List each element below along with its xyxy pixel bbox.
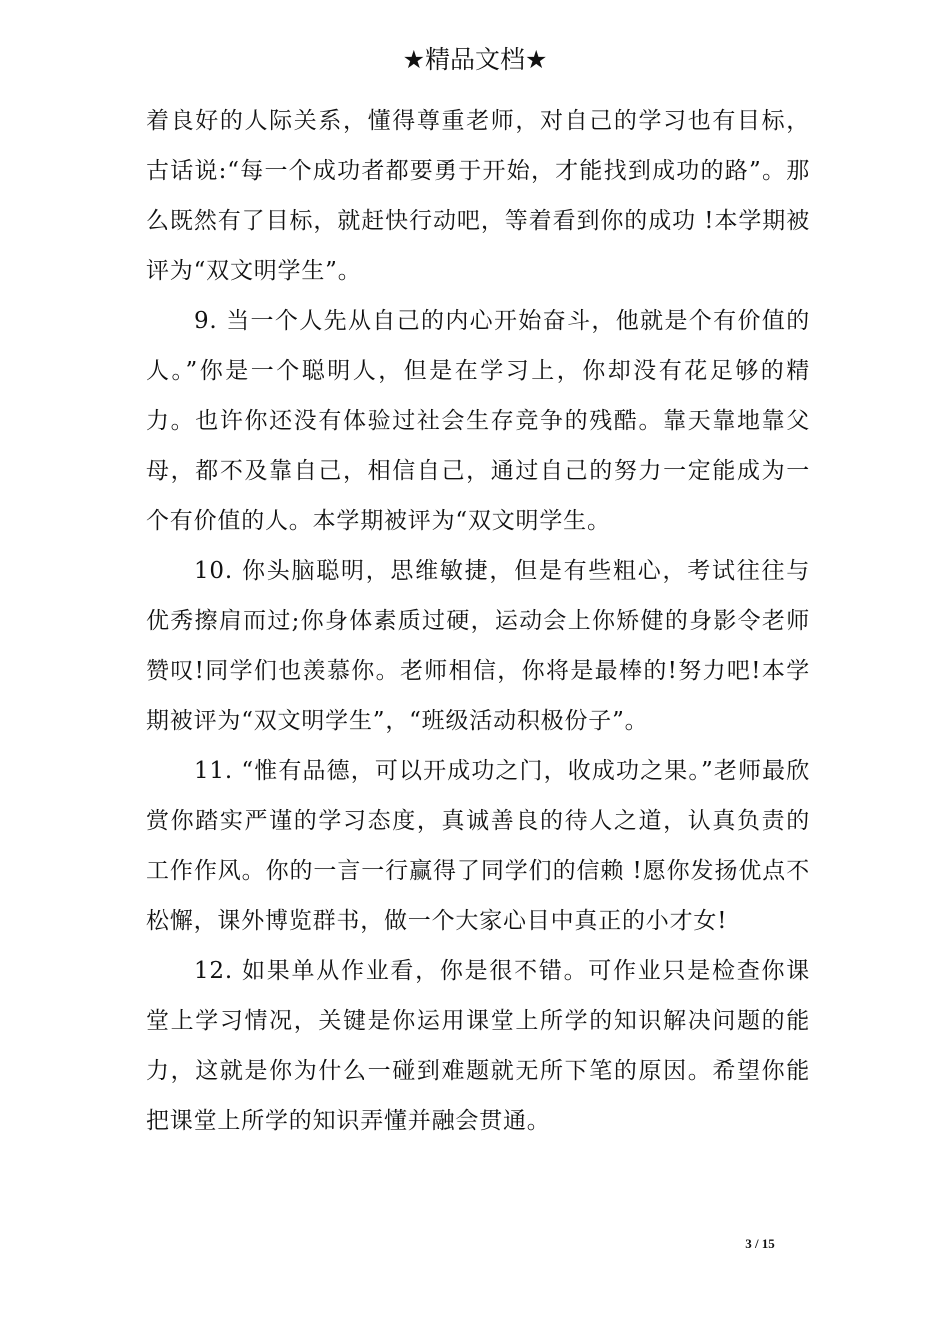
paragraph-11: 11. “惟有品德，可以开成功之门，收成功之果。”老师最欣赏你踏实严谨的学习态度，真诚善良的待人之道，认真负责的工作作风。你的一言一行赢得了同学们的信赖 !愿你发扬优点不松懈，课外博览群书，做一个大家心目中真正的小才女!	[146, 758, 810, 934]
paragraph-10: 10. 你头脑聪明，思维敏捷，但是有些粗心，考试往往与优秀擦肩而过;你身体素质过硬，运动会上你矫健的身影令老师赞叹!同学们也羡慕你。老师相信，你将是最棒的!努力吧!本学期被评为“双文明学生”，“班级活动积极份子”。	[146, 558, 810, 734]
paragraph-9: 9. 当一个人先从自己的内心开始奋斗，他就是个有价值的人。”你是一个聪明人，但是在学习上，你却没有花足够的精力。也许你还没有体验过社会生存竞争的残酷。靠天靠地靠父母，都不及靠自己，相信自己，通过自己的努力一定能成为一个有价值的人。本学期被评为“双文明学生。	[146, 308, 810, 534]
page-number: 3 / 15	[745, 1236, 775, 1251]
document-header-title: ★精品文档★	[402, 45, 548, 74]
paragraph-continued: 着良好的人际关系，懂得尊重老师，对自己的学习也有目标，古话说:“每一个成功者都要勇于开始，才能找到成功的路”。那么既然有了目标，就赶快行动吧，等着看到你的成功 !本学期被评为“双文明学生”。	[146, 108, 810, 284]
paragraph-12: 12. 如果单从作业看，你是很不错。可作业只是检查你课堂上学习情况，关键是你运用课堂上所学的知识解决问题的能力，这就是你为什么一碰到难题就无所下笔的原因。希望你能把课堂上所学的知识弄懂并融会贯通。	[146, 958, 810, 1134]
document-body	[146, 96, 810, 1146]
